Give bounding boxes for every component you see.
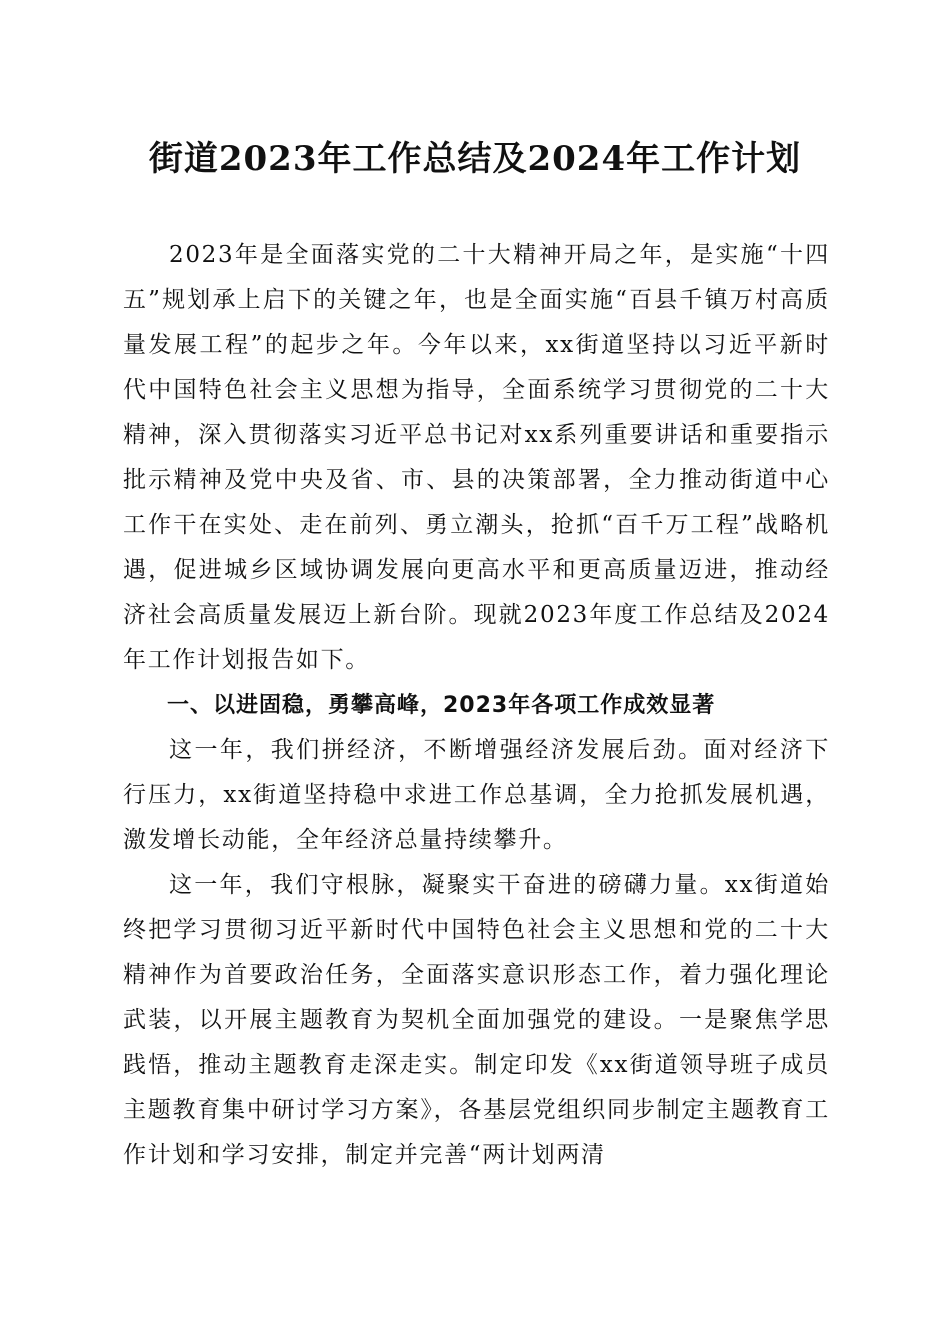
section-paragraph-party-building: 这一年，我们守根脉，凝聚实干奋进的磅礴力量。xx街道始终把学习贯彻习近平新时代中国特色社会主义思想和党的二十大精神作为首要政治任务，全面落实意识形态工作，着力强化理论武装，以开展主题教育为契机全面加强党的建设。一是聚焦学思践悟，推动主题教育走深走实。制定印发《xx街道领导班子成员主题教育集中研讨学习方案》，各基层党组织同步制定主题教育工作计划和学习安排，制定并完善“两计划两清 xyxy=(123,872,830,1168)
section-paragraph-economy: 这一年，我们拼经济，不断增强经济发展后劲。面对经济下行压力，xx街道坚持稳中求进工作总基调，全力抢抓发展机遇，激发增长动能，全年经济总量持续攀升。 xyxy=(123,737,830,853)
section-heading: 一、以进固稳，勇攀高峰，2023年各项工作成效显著 xyxy=(167,693,716,718)
intro-paragraph: 2023年是全面落实党的二十大精神开局之年，是实施“十四五”规划承上启下的关键之年，也是全面实施“百县千镇万村高质量发展工程”的起步之年。今年以来，xx街道坚持以习近平新时代中国特色社会主义思想为指导，全面系统学习贯彻党的二十大精神，深入贯彻落实习近平总书记对xx系列重要讲话和重要指示批示精神及党中央及省、市、县的决策部署，全力推动街道中心工作干在实处、走在前列、勇立潮头，抢抓“百千万工程”战略机遇，促进城乡区域协调发展向更高水平和更高质量迈进，推动经济社会高质量发展迈上新台阶。现就2023年度工作总结及2024年工作计划报告如下。 xyxy=(123,242,830,673)
document-body xyxy=(123,233,830,1178)
document-title: 街道2023年工作总结及2024年工作计划 xyxy=(148,139,802,179)
